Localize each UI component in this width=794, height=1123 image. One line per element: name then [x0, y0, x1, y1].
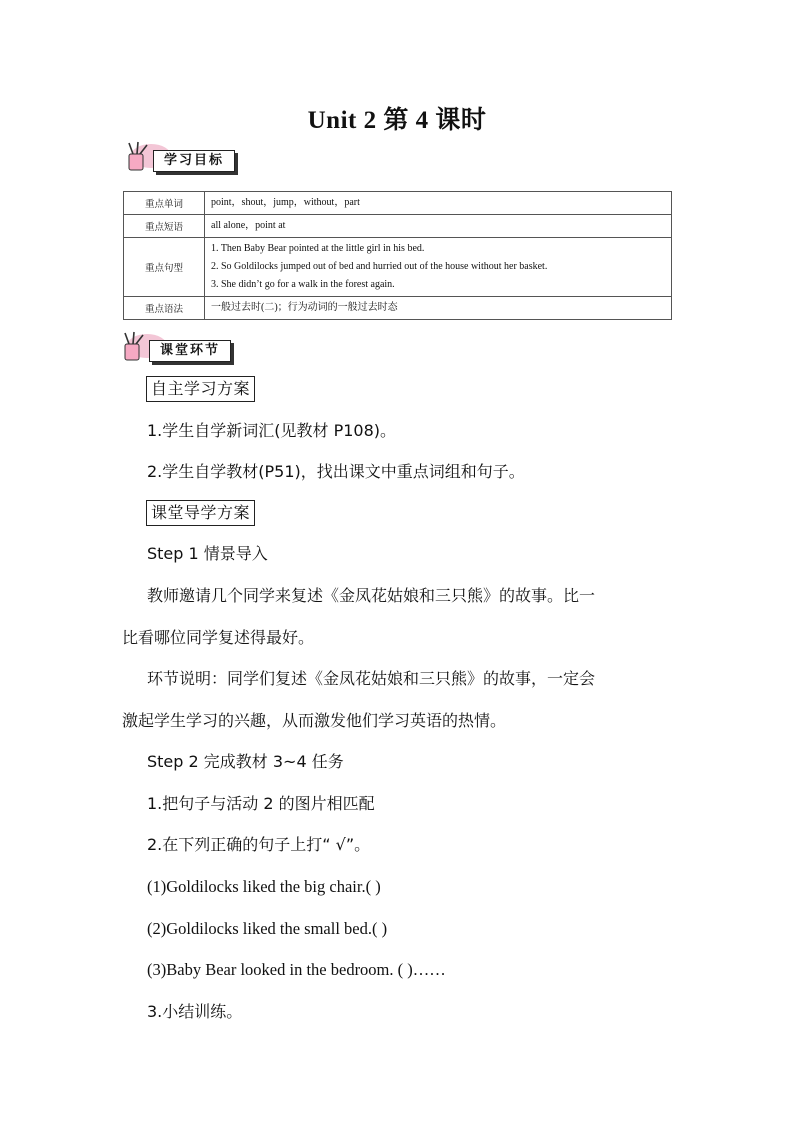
table-row [124, 192, 672, 215]
step1-paragraph: 比看哪位同学复述得最好。 [122, 628, 315, 647]
pencil-cup-icon [119, 330, 153, 364]
row-value: 3. She didn’t go for a walk in the forest again. [211, 279, 395, 290]
row-key: 重点句型 [124, 238, 205, 297]
question-item: (3)Baby Bear looked in the bedroom. ( )…… [147, 960, 446, 979]
step1-title: Step 1 情景导入 [147, 544, 268, 563]
table-row [124, 238, 672, 297]
page-title: Unit 2 第 4 课时 [307, 107, 487, 134]
row-value: 2. So Goldilocks jumped out of bed and hurried out of the house without her basket. [211, 261, 548, 272]
goals-banner-label: 学习目标 [153, 150, 235, 172]
step2-title: Step 2 完成教材 3~4 任务 [147, 752, 344, 771]
row-key: 重点单词 [124, 192, 205, 215]
goals-table [123, 191, 672, 320]
guided-heading: 课堂导学方案 [146, 500, 255, 526]
table-row [124, 297, 672, 320]
step2-item: 1.把句子与活动 2 的图片相匹配 [147, 794, 375, 813]
step1-paragraph: 教师邀请几个同学来复述《金凤花姑娘和三只熊》的故事。比一 [147, 586, 596, 605]
row-value: all alone，point at [211, 220, 286, 231]
self-study-item: 2.学生自学教材(P51)，找出课文中重点词组和句子。 [147, 462, 525, 481]
question-item: (2)Goldilocks liked the small bed.( ) [147, 919, 388, 938]
self-study-item: 1.学生自学新词汇(见教材 P108)。 [147, 421, 397, 440]
goals-banner [123, 140, 253, 174]
table-row [124, 215, 672, 238]
row-value: point，shout，jump，without，part [211, 197, 360, 208]
step2-item: 3.小结训练。 [147, 1002, 243, 1021]
row-key: 重点短语 [124, 215, 205, 238]
row-key: 重点语法 [124, 297, 205, 320]
step1-note: 激起学生学习的兴趣，从而激发他们学习英语的热情。 [122, 711, 507, 730]
row-value: 1. Then Baby Bear pointed at the little girl in his bed. [211, 243, 425, 254]
pencil-cup-icon [123, 140, 157, 174]
class-banner [119, 330, 249, 364]
class-banner-label: 课堂环节 [149, 340, 231, 362]
step1-note: 环节说明：同学们复述《金凤花姑娘和三只熊》的故事，一定会 [147, 669, 596, 688]
row-value: 一般过去时(二)；行为动词的一般过去时态 [211, 302, 398, 313]
step2-item: 2.在下列正确的句子上打“ √”。 [147, 835, 371, 854]
question-item: (1)Goldilocks liked the big chair.( ) [147, 877, 381, 896]
self-study-heading: 自主学习方案 [146, 376, 255, 402]
